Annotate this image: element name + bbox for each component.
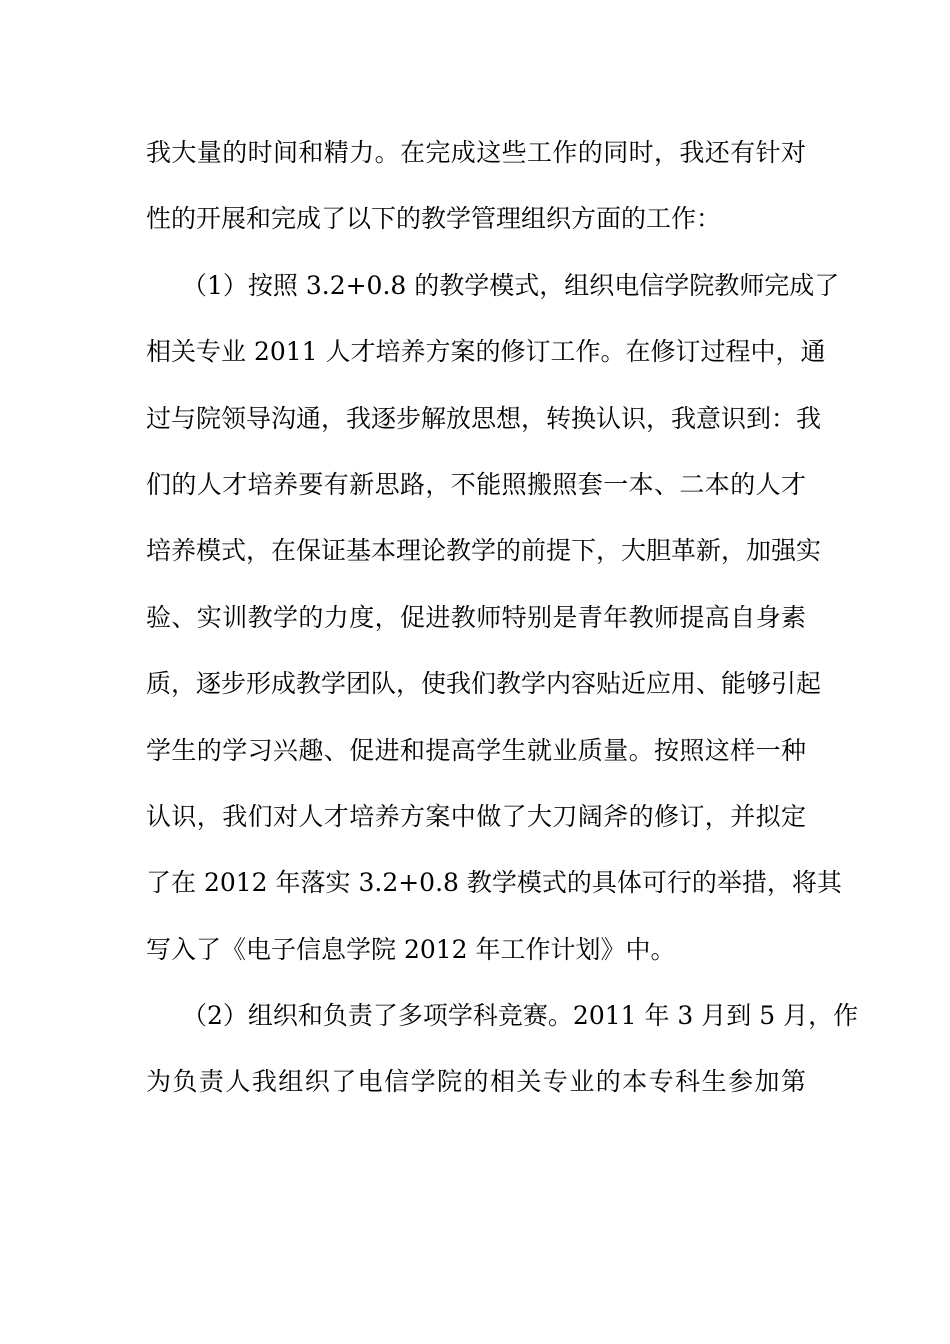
text-line: 学生的学习兴趣、促进和提高学生就业质量。按照这样一种: [146, 735, 806, 765]
text-line: 过与院领导沟通，我逐步解放思想，转换认识，我意识到：我: [146, 403, 822, 433]
text-line: 性的开展和完成了以下的教学管理组织方面的工作：: [146, 204, 722, 234]
text-line: 们的人才培养要有新思路，不能照搬照套一本、二本的人才: [146, 469, 806, 499]
paragraph-start-line: （1）按照 3.2+0.8 的教学模式，组织电信学院教师完成了: [182, 270, 840, 300]
text-line: 为负责人我组织了电信学院的相关专业的本专科生参加第: [146, 1067, 806, 1097]
body-text: [146, 127, 859, 1123]
text-line: 相关专业 2011 人才培养方案的修订工作。在修订过程中，通: [146, 337, 826, 367]
text-line: 验、实训教学的力度，促进教师特别是青年教师提高自身素: [146, 602, 806, 632]
text-line: 我大量的时间和精力。在完成这些工作的同时，我还有针对: [146, 138, 806, 167]
text-line: 质，逐步形成教学团队，使我们教学内容贴近应用、能够引起: [146, 669, 822, 699]
text-line: 认识，我们对人才培养方案中做了大刀阔斧的修订，并拟定: [146, 801, 806, 831]
text-line: 了在 2012 年落实 3.2+0.8 教学模式的具体可行的举措，将其: [146, 868, 842, 898]
paragraph-start-line: （2）组织和负责了多项学科竞赛。2011 年 3 月到 5 月，作: [182, 1001, 859, 1031]
text-line: 培养模式，在保证基本理论教学的前提下，大胆革新，加强实: [146, 536, 822, 566]
text-line: 写入了《电子信息学院 2012 年工作计划》中。: [146, 934, 676, 964]
